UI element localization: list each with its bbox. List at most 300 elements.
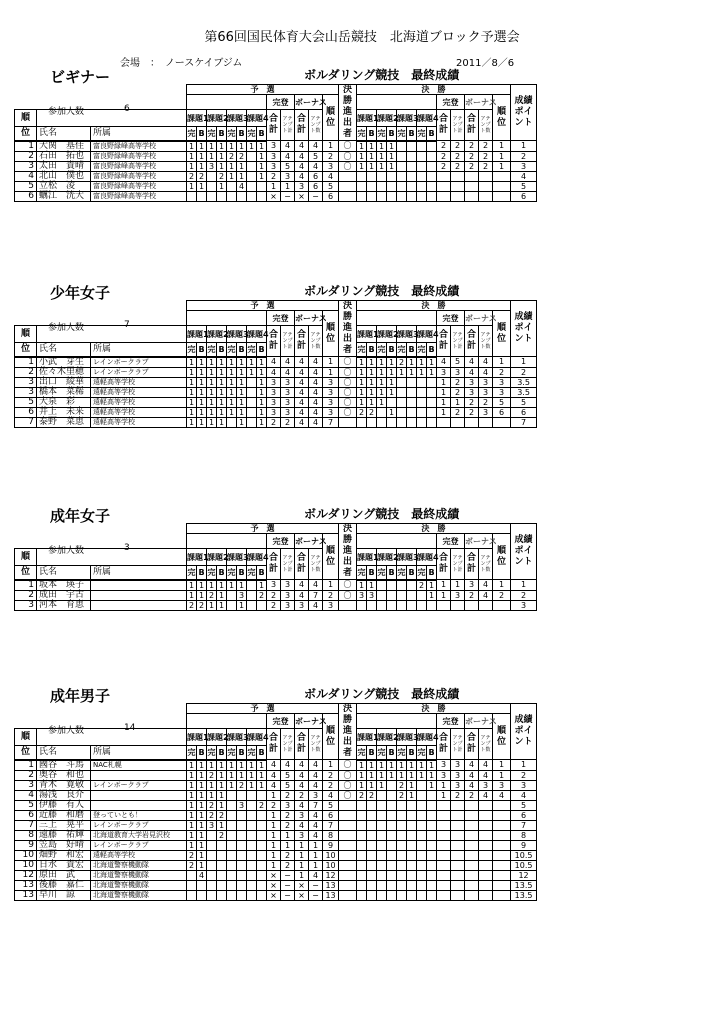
header-final-kan: 完: [397, 746, 407, 760]
score-cell: 1: [387, 770, 397, 780]
score-cell: [417, 880, 427, 890]
score-cell: 1: [323, 357, 339, 368]
score-cell: 1: [367, 770, 377, 780]
score-cell: [247, 600, 257, 610]
score-cell: [357, 850, 367, 860]
score-cell: 〇: [339, 151, 357, 161]
score-cell: 2: [465, 151, 479, 161]
score-cell: 1: [417, 367, 427, 377]
score-cell: 1: [257, 367, 267, 377]
score-cell: 4: [479, 770, 493, 780]
score-cell: [465, 850, 479, 860]
header-name: 氏名: [37, 127, 91, 141]
score-cell: 1: [397, 760, 407, 771]
score-cell: 4: [295, 590, 309, 600]
score-cell: ×: [267, 880, 281, 890]
score-cell: 〇: [339, 357, 357, 368]
score-cell: 1: [237, 407, 247, 417]
score-cell: [367, 191, 377, 201]
score-cell: [437, 850, 451, 860]
score-cell: 1: [427, 367, 437, 377]
score-cell: 5: [323, 181, 339, 191]
score-cell: 2: [479, 397, 493, 407]
header-b: B: [217, 566, 227, 580]
header-i: 位: [15, 343, 37, 357]
score-cell: [397, 171, 407, 181]
header-b: B: [197, 343, 207, 357]
score-cell: 1: [407, 357, 417, 368]
score-cell: [465, 191, 479, 201]
score-cell: 1: [357, 770, 367, 780]
score-cell: 2: [465, 407, 479, 417]
header-kadai3: 課題3: [227, 326, 247, 343]
score-cell: [367, 181, 377, 191]
score-cell: 1: [207, 780, 217, 790]
rank-number: 12: [15, 870, 37, 880]
header-kan: 完: [187, 127, 197, 141]
score-cell: 1: [407, 760, 417, 771]
header-b: B: [217, 343, 227, 357]
event-date: 2011／8／6: [456, 58, 515, 69]
score-cell: −: [281, 890, 295, 900]
score-cell: 3: [493, 387, 511, 397]
score-cell: [407, 171, 417, 181]
score-cell: 2: [465, 590, 479, 600]
section-title: ボルダリング競技 最終成績: [304, 284, 460, 298]
score-cell: [397, 580, 407, 591]
score-cell: 1: [367, 367, 377, 377]
score-cell: 3: [309, 790, 323, 800]
score-cell: [387, 880, 397, 890]
header-goukei: 合計: [267, 326, 281, 357]
header-kansou-final: 完登: [437, 311, 465, 326]
score-cell: 1: [257, 387, 267, 397]
score-cell: 1: [295, 840, 309, 850]
header-b: B: [197, 746, 207, 760]
score-cell: [427, 387, 437, 397]
score-cell: 1: [207, 377, 217, 387]
score-cell: [237, 191, 247, 201]
score-cell: 4: [479, 590, 493, 600]
header-bonus-final: ボーナス: [465, 534, 493, 549]
table-row: [15, 387, 537, 397]
score-cell: [451, 850, 465, 860]
score-cell: 1: [367, 161, 377, 171]
athlete-name: 大泉 彩: [37, 397, 91, 407]
table-row: [15, 880, 537, 890]
header-b: B: [237, 127, 247, 141]
score-cell: −: [281, 870, 295, 880]
score-cell: [227, 590, 237, 600]
score-cell: [227, 860, 237, 870]
score-cell: 2: [197, 171, 207, 181]
table-row: [15, 890, 537, 900]
score-cell: 1: [281, 840, 295, 850]
score-cell: 4: [309, 141, 323, 152]
score-cell: [247, 590, 257, 600]
score-cell: [407, 191, 417, 201]
score-cell: 4: [295, 417, 309, 427]
score-cell: 6: [511, 407, 537, 417]
header-attempt: アテンプト計: [281, 110, 295, 141]
score-cell: [427, 840, 437, 850]
athlete-name: 立松 凌: [37, 181, 91, 191]
score-cell: 1: [227, 161, 237, 171]
header-rank-final: 順位: [493, 534, 511, 580]
score-cell: 1: [323, 367, 339, 377]
header-jun: 順: [15, 549, 37, 566]
score-cell: [451, 800, 465, 810]
header-final-kadai3: 課題3: [397, 729, 417, 746]
score-cell: [247, 790, 257, 800]
score-cell: 3: [493, 780, 511, 790]
header-final-b: B: [387, 127, 397, 141]
rank-number: 8: [15, 830, 37, 840]
header-kadai2: 課題2: [207, 549, 227, 566]
score-cell: 1: [237, 770, 247, 780]
score-cell: 1: [227, 387, 237, 397]
score-cell: 2: [267, 417, 281, 427]
score-cell: 3: [281, 377, 295, 387]
score-cell: 2: [217, 830, 227, 840]
score-cell: 4: [465, 770, 479, 780]
score-cell: 1: [323, 580, 339, 591]
score-cell: [377, 870, 387, 880]
score-cell: 1: [427, 760, 437, 771]
score-cell: 2: [281, 860, 295, 870]
score-cell: 1: [377, 367, 387, 377]
score-cell: 4: [295, 141, 309, 152]
score-cell: [437, 890, 451, 900]
score-cell: [407, 590, 417, 600]
score-cell: [437, 820, 451, 830]
score-cell: 3: [451, 780, 465, 790]
score-cell: [427, 800, 437, 810]
header-kan: 完: [207, 566, 217, 580]
score-cell: 4: [309, 377, 323, 387]
header-final-kadai2: 課題2: [377, 326, 397, 343]
table-row: [15, 790, 537, 800]
header-rank-final: 順位: [493, 95, 511, 141]
score-cell: 1: [247, 141, 257, 152]
score-cell: [207, 890, 217, 900]
score-cell: [417, 820, 427, 830]
score-cell: [257, 191, 267, 201]
table-row: [15, 171, 537, 181]
score-cell: [377, 810, 387, 820]
header-points: 成績ポイント: [511, 524, 537, 580]
score-cell: 1: [387, 407, 397, 417]
score-cell: 1: [377, 141, 387, 152]
score-cell: 4: [493, 790, 511, 800]
score-cell: 1: [267, 181, 281, 191]
score-cell: [377, 181, 387, 191]
header-final-kan: 完: [377, 746, 387, 760]
score-cell: [407, 860, 417, 870]
score-cell: 1: [217, 820, 227, 830]
score-cell: [479, 870, 493, 880]
score-cell: [407, 850, 417, 860]
score-cell: [257, 181, 267, 191]
header-advance: 決勝進出者: [339, 85, 357, 141]
score-cell: 1: [187, 387, 197, 397]
header-points: 成績ポイント: [511, 85, 537, 141]
score-cell: [397, 397, 407, 407]
score-cell: [227, 820, 237, 830]
score-cell: [397, 600, 407, 610]
score-cell: [479, 840, 493, 850]
score-cell: 10.5: [511, 850, 537, 860]
athlete-affiliation: 遠軽高等学校: [91, 417, 187, 427]
score-cell: 3: [281, 171, 295, 181]
rank-number: 1: [15, 141, 37, 152]
score-cell: [465, 840, 479, 850]
score-cell: 〇: [339, 141, 357, 152]
score-cell: [417, 600, 427, 610]
score-cell: 〇: [339, 161, 357, 171]
score-cell: 1: [207, 357, 217, 368]
score-cell: [465, 171, 479, 181]
score-cell: 3: [323, 387, 339, 397]
score-cell: [427, 850, 437, 860]
score-cell: 1: [217, 141, 227, 152]
score-cell: [257, 880, 267, 890]
score-cell: [407, 830, 417, 840]
score-cell: 1: [247, 780, 257, 790]
score-cell: 1: [367, 760, 377, 771]
score-cell: 4: [295, 780, 309, 790]
header-b: B: [217, 746, 227, 760]
score-cell: [417, 387, 427, 397]
score-cell: [427, 377, 437, 387]
score-cell: 1: [357, 580, 367, 591]
score-cell: [427, 820, 437, 830]
score-cell: 7: [309, 800, 323, 810]
header-bonus: ボーナス: [295, 534, 323, 549]
score-cell: 1: [451, 397, 465, 407]
score-cell: 3: [451, 367, 465, 377]
score-cell: 2: [465, 141, 479, 152]
table-row: [15, 780, 537, 790]
score-cell: 1: [417, 770, 427, 780]
score-cell: [217, 191, 227, 201]
header-i: 位: [15, 127, 37, 141]
score-cell: 1: [387, 367, 397, 377]
score-cell: 1: [217, 760, 227, 771]
score-cell: 5: [323, 800, 339, 810]
header-attempt-b: アテンプト数: [309, 729, 323, 760]
score-cell: [427, 417, 437, 427]
athlete-affiliation: 富良野緑峰高等学校: [91, 151, 187, 161]
score-cell: [397, 810, 407, 820]
score-cell: 1: [267, 840, 281, 850]
score-cell: 5: [281, 770, 295, 780]
score-cell: 2: [357, 790, 367, 800]
score-cell: 3: [437, 367, 451, 377]
score-cell: [493, 820, 511, 830]
score-cell: 2: [437, 141, 451, 152]
header-kansou: 完登: [267, 534, 295, 549]
rank-number: 3: [15, 600, 37, 610]
score-cell: 1: [257, 171, 267, 181]
participant-count-label: 参加人数: [48, 107, 85, 117]
score-cell: [417, 171, 427, 181]
score-cell: 4: [295, 171, 309, 181]
score-cell: 1: [257, 780, 267, 790]
score-cell: 1: [367, 397, 377, 407]
score-cell: [227, 870, 237, 880]
score-cell: [437, 860, 451, 870]
score-cell: [407, 880, 417, 890]
results-table: [14, 300, 537, 428]
score-cell: [427, 810, 437, 820]
score-cell: 1: [407, 790, 417, 800]
score-cell: [493, 840, 511, 850]
table-row: [15, 580, 537, 591]
score-cell: 3.5: [511, 387, 537, 397]
score-cell: 1: [197, 417, 207, 427]
score-cell: ×: [295, 191, 309, 201]
score-cell: [427, 181, 437, 191]
score-cell: 1: [187, 407, 197, 417]
score-cell: 6: [511, 191, 537, 201]
rank-number: 4: [15, 171, 37, 181]
score-cell: −: [309, 890, 323, 900]
score-cell: [357, 840, 367, 850]
score-cell: [247, 880, 257, 890]
score-cell: [417, 181, 427, 191]
score-cell: [247, 181, 257, 191]
score-cell: [397, 590, 407, 600]
score-cell: 1: [207, 387, 217, 397]
table-row: [15, 850, 537, 860]
score-cell: 3: [207, 820, 217, 830]
score-cell: [479, 880, 493, 890]
score-cell: 1: [247, 760, 257, 771]
header-goukei-b: 合計: [295, 729, 309, 760]
score-cell: 1: [257, 407, 267, 417]
score-cell: 4: [295, 770, 309, 780]
rank-number: 2: [15, 367, 37, 377]
score-cell: 2: [217, 171, 227, 181]
score-cell: 2: [187, 600, 197, 610]
score-cell: ×: [267, 191, 281, 201]
score-cell: 2: [281, 850, 295, 860]
score-cell: [417, 377, 427, 387]
score-cell: 1: [187, 820, 197, 830]
score-cell: 1: [207, 397, 217, 407]
score-cell: 1: [207, 580, 217, 591]
score-cell: [451, 600, 465, 610]
section-title: ボルダリング競技 最終成績: [304, 687, 460, 701]
score-cell: 4: [309, 407, 323, 417]
score-cell: [377, 171, 387, 181]
header-final-kadai3: 課題3: [397, 110, 417, 127]
score-cell: 3: [237, 800, 247, 810]
score-cell: 4: [309, 870, 323, 880]
score-cell: 1: [187, 800, 197, 810]
score-cell: [451, 880, 465, 890]
score-cell: [247, 580, 257, 591]
score-cell: [465, 810, 479, 820]
score-cell: 1: [493, 357, 511, 368]
header-final-kadai3: 課題3: [397, 549, 417, 566]
score-cell: 〇: [339, 367, 357, 377]
score-cell: [387, 417, 397, 427]
rank-number: 6: [15, 407, 37, 417]
score-cell: [237, 880, 247, 890]
athlete-affiliation: 遠軽高等学校: [91, 407, 187, 417]
athlete-name: 井上 未来: [37, 407, 91, 417]
score-cell: [427, 600, 437, 610]
score-cell: [407, 840, 417, 850]
score-cell: [197, 890, 207, 900]
score-cell: 1: [257, 397, 267, 407]
participant-count-label: 参加人数: [48, 726, 85, 736]
athlete-name: 坂本 瑛子: [37, 580, 91, 591]
score-cell: 3: [451, 590, 465, 600]
score-cell: 3: [281, 800, 295, 810]
header-attempt: アテンプト計: [281, 326, 295, 357]
score-cell: [339, 870, 357, 880]
score-cell: 1: [417, 357, 427, 368]
score-cell: [417, 800, 427, 810]
score-cell: [377, 850, 387, 860]
score-cell: 5: [511, 397, 537, 407]
score-cell: 1: [309, 860, 323, 870]
score-cell: 1: [207, 367, 217, 377]
score-cell: 2: [451, 151, 465, 161]
score-cell: 5: [309, 151, 323, 161]
score-cell: 2: [207, 800, 217, 810]
score-cell: 4: [295, 161, 309, 171]
score-cell: 1: [427, 780, 437, 790]
header-final-attempt-b: アテンプト数: [479, 729, 493, 760]
score-cell: 1: [217, 357, 227, 368]
score-cell: 4: [267, 367, 281, 377]
score-cell: 1: [437, 780, 451, 790]
score-cell: 1: [257, 417, 267, 427]
header-kadai3: 課題3: [227, 549, 247, 566]
score-cell: 1: [207, 790, 217, 800]
header-bonus-final: ボーナス: [465, 311, 493, 326]
athlete-name: 笠島 好晴: [37, 840, 91, 850]
score-cell: [257, 840, 267, 850]
score-cell: 1: [437, 387, 451, 397]
score-cell: 4: [479, 367, 493, 377]
score-cell: −: [309, 880, 323, 890]
score-cell: 1: [295, 870, 309, 880]
score-cell: 1: [237, 387, 247, 397]
score-cell: 1: [257, 377, 267, 387]
athlete-affiliation: レインボークラブ: [91, 840, 187, 850]
score-cell: [339, 840, 357, 850]
score-cell: [407, 181, 417, 191]
score-cell: 7: [309, 590, 323, 600]
header-kesshou: 決 勝: [357, 85, 511, 95]
athlete-name: 三上 晃平: [37, 820, 91, 830]
score-cell: [427, 171, 437, 181]
score-cell: 1: [217, 417, 227, 427]
score-cell: 2: [417, 580, 427, 591]
score-cell: 4: [267, 780, 281, 790]
score-cell: [407, 890, 417, 900]
athlete-affiliation: レインボークラブ: [91, 820, 187, 830]
score-cell: 1: [367, 151, 377, 161]
score-cell: 3: [451, 770, 465, 780]
score-cell: [217, 850, 227, 860]
score-cell: 4: [281, 151, 295, 161]
